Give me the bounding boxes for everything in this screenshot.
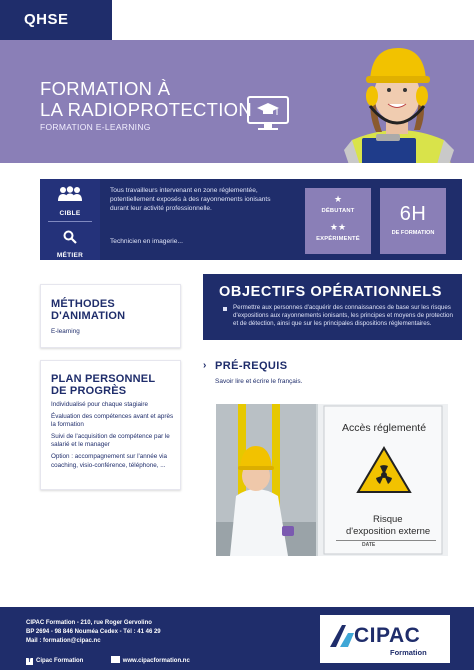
metier-label: MÉTIER — [56, 252, 84, 259]
search-icon — [63, 230, 77, 244]
cible-block — [40, 186, 100, 217]
web-icon — [111, 656, 120, 663]
footer-address — [26, 619, 161, 645]
page-title — [40, 78, 252, 120]
facebook-icon: f — [26, 658, 33, 665]
duration-label: DE FORMATION — [391, 230, 435, 236]
sign-title: Accès réglementé — [342, 422, 427, 434]
metier-description: Technicien en imagerie... — [110, 238, 183, 245]
plan-item: Individualisé pour chaque stagiaire — [51, 401, 148, 408]
sign-risk: Risque — [373, 514, 403, 525]
objectives-text: Permettre aux personnes d'acquérir des connaissances de base sur les risques d'expositions aux rayonnements ionisants, les principes et moyens de protection et de détection, ainsi que sur les principales dispositions réglementaires. — [233, 304, 453, 328]
cipac-logo — [320, 615, 450, 663]
methods-text: E-learning — [51, 328, 80, 335]
chevron-right-icon: › — [203, 360, 207, 371]
methods-panel — [40, 284, 181, 348]
level-stars-icon: ★★ — [329, 222, 347, 232]
category-tag: QHSE — [0, 0, 112, 40]
metier-block — [40, 230, 100, 259]
footer-line-2: BP 2694 - 98 846 Nouméa Cedex - Tél : 41 46 29 — [26, 628, 161, 635]
objectives-band — [203, 274, 462, 340]
methods-title — [51, 299, 125, 322]
methods-title-line-2: D'ANIMATION — [51, 309, 126, 322]
sign-exposure: d'exposition externe — [346, 526, 431, 537]
radiation-zone-photo — [216, 404, 448, 556]
prerequisites-title: PRÉ-REQUIS — [215, 360, 288, 372]
sign-date-label: DATE — [362, 542, 376, 548]
page-subtitle: FORMATION E-LEARNING — [40, 122, 151, 132]
progress-plan-panel — [40, 360, 181, 490]
website-link[interactable]: www.cipacformation.nc — [122, 658, 190, 664]
plan-title-line-2: DE PROGRÈS — [51, 384, 127, 397]
footer-links — [26, 656, 190, 665]
methods-title-line-1: MÉTHODES — [51, 298, 115, 310]
plan-title-line-1: PLAN PERSONNEL — [51, 373, 156, 385]
level-experienced: EXPÉRIMENTÉ — [316, 236, 360, 242]
facebook-link[interactable]: Cipac Formation — [36, 658, 84, 664]
plan-item: Évaluation des compétences avant et après la formation — [51, 412, 174, 429]
bullet-square-icon — [223, 307, 227, 311]
level-beginner: DÉBUTANT — [321, 208, 355, 214]
elearning-monitor-icon — [246, 93, 290, 133]
level-star-icon: ★ — [333, 194, 343, 204]
footer-line-1: CIPAC Formation - 210, rue Roger Gervolino — [26, 620, 152, 626]
duration-badge — [380, 188, 446, 254]
cible-label: CIBLE — [59, 210, 81, 217]
duration-value: 6H — [399, 203, 427, 225]
plan-item: Suivi de l'acquisition de compétence par le salarié et le manager — [51, 432, 170, 449]
title-line-1: FORMATION À — [40, 78, 171, 99]
group-people-icon — [57, 186, 83, 202]
cible-description: Tous travailleurs intervenant en zone réglementée, potentiellement exposés à des rayonnements ionisants durant leur activité professionnelle. — [110, 187, 271, 213]
logo-name: CIPAC — [354, 624, 421, 647]
column-divider — [48, 221, 92, 222]
worker-photo — [322, 40, 474, 163]
top-bar — [0, 0, 474, 40]
hero-banner — [0, 40, 474, 163]
footer-email[interactable]: Mail : formation@cipac.nc — [26, 637, 101, 644]
plan-title — [51, 374, 155, 397]
plan-item: Option : accompagnement sur l'année via coaching, visio-conférence, téléphone, ... — [51, 452, 168, 469]
level-badge — [305, 188, 371, 254]
plan-list — [51, 401, 177, 470]
logo-subtitle: Formation — [390, 648, 427, 657]
prerequisites-text: Savoir lire et écrire le français. — [215, 378, 303, 385]
objectives-title: OBJECTIFS OPÉRATIONNELS — [219, 284, 442, 300]
title-line-2: LA RADIOPROTECTION — [40, 99, 253, 120]
